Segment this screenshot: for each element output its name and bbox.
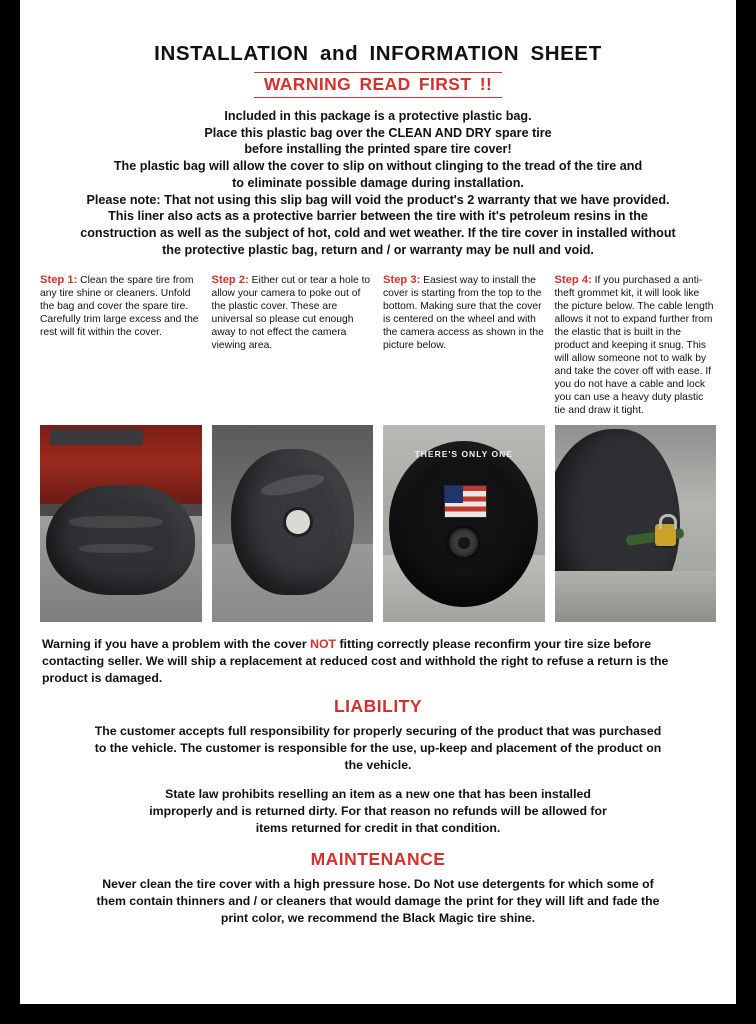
intro-line: before installing the printed spare tire cover! xyxy=(244,142,512,157)
liability-paragraph-1 xyxy=(46,723,710,774)
step-1-label: Step 1: xyxy=(40,273,78,286)
warning-text-after: fitting correctly please reconfirm your tire size before contacting seller. We will ship a replacement at reduced cost and withhold the right to refuse a return is the product is damaged. xyxy=(42,637,669,685)
step-4-label: Step 4: xyxy=(554,273,592,286)
intro-line: This liner also acts as a protective barrier between the tire with it's petroleum resins in the xyxy=(108,209,648,224)
step-3 xyxy=(383,273,545,377)
flag-canton xyxy=(445,486,463,503)
usa-flag-icon xyxy=(444,485,486,519)
photo-step-3 xyxy=(383,425,545,622)
intro-line: the protective plastic bag, return and / or warranty may be null and void. xyxy=(162,242,594,257)
step-1 xyxy=(40,273,202,377)
intro-line: Please note: That not using this slip bag will void the product's 2 warranty that we have provided. xyxy=(86,192,670,207)
step-4 xyxy=(555,273,717,418)
warning-banner-text: WARNING READ FIRST !! xyxy=(254,72,502,98)
photos-row xyxy=(40,425,716,622)
step-3-body: Easiest way to install the cover is starting from the top to the bottom. Making sure that the cover is centered on the wheel and with the camera access as shown in the picture below. xyxy=(383,274,544,352)
cover-fit-warning xyxy=(42,636,716,686)
step-2-body: Either cut or tear a hole to allow your camera to poke out of the plastic cover. These are universal so please cut enough away to not effect the camera viewing area. xyxy=(211,274,371,352)
liability-line: State law prohibits reselling an item as a new one that has been installed xyxy=(165,787,591,802)
maintenance-line: them contain thinners and / or cleaners that would damage the print for they will lift and fade the xyxy=(96,894,660,909)
plastic-bag-over-tire xyxy=(46,485,195,595)
step-1-text xyxy=(40,273,202,377)
top-spacer xyxy=(40,0,716,42)
step-3-text xyxy=(383,273,545,377)
information-sheet xyxy=(20,0,736,1004)
liability-line: to the vehicle. The customer is responsible for the use, up-keep and placement of the product on xyxy=(94,741,662,756)
liability-line: the vehicle. xyxy=(344,758,412,773)
photo-step-4 xyxy=(555,425,717,622)
liability-line: The customer accepts full responsibility for properly securing of the product that was purchased xyxy=(94,724,662,739)
warning-text-before: Warning if you have a problem with the cover xyxy=(42,637,311,652)
step-3-label: Step 3: xyxy=(383,273,421,286)
intro-block xyxy=(44,108,712,259)
padlock-icon xyxy=(655,524,676,546)
liability-line: improperly and is returned dirty. For that reason no refunds will be allowed for xyxy=(149,804,607,819)
maintenance-line: Never clean the tire cover with a high pressure hose. Do Not use detergents for which some of xyxy=(102,877,654,892)
bag-fold xyxy=(69,516,163,528)
liability-paragraph-2 xyxy=(46,786,710,837)
photo-step-1 xyxy=(40,425,202,622)
intro-line: The plastic bag will allow the cover to slip on without clinging to the tread of the tire and xyxy=(113,159,643,174)
cover-print-text: THERE'S ONLY ONE xyxy=(414,449,513,460)
warning-banner xyxy=(40,72,716,98)
ground xyxy=(555,571,717,622)
liability-line: items returned for credit in that condition. xyxy=(255,821,501,836)
camera-hole xyxy=(286,510,310,534)
liability-heading: LIABILITY xyxy=(333,696,423,717)
bag-fold xyxy=(79,544,153,554)
printed-tire-cover xyxy=(389,441,538,606)
intro-line: to eliminate possible damage during installation. xyxy=(232,175,524,190)
maintenance-paragraph xyxy=(46,876,710,927)
step-2-text xyxy=(212,273,374,377)
steps-row xyxy=(40,273,716,418)
step-2-label: Step 2: xyxy=(211,273,249,286)
maintenance-heading: MAINTENANCE xyxy=(310,849,446,870)
step-1-body: Clean the spare tire from any tire shine or cleaners. Unfold the bag and cover the spare tire. Carefully trim large excess and the rest will fit within the cover. xyxy=(40,274,199,339)
step-4-body: If you purchased a anti-theft grommet kit, it will look like the picture below. The cable length allows it not to expand further from the elastic that is built in the product and keeping it snug. This will allow someone not to walk by and take the cover off with ease. If you do not have a cable and lock you can use a heavy duty plastic tie and draw it tight. xyxy=(554,274,714,417)
truck-window xyxy=(50,429,144,445)
maintenance-line: print color, we recommend the Black Magic tire shine. xyxy=(220,910,536,925)
page-title: INSTALLATION and INFORMATION SHEET xyxy=(154,42,602,65)
intro-line: Included in this package is a protective plastic bag. xyxy=(224,109,532,123)
step-2 xyxy=(212,273,374,377)
intro-line: construction as well as the subject of hot, cold and wet weather. If the tire cover in installed without xyxy=(80,226,676,241)
step-4-text xyxy=(555,273,717,418)
photo-step-2 xyxy=(212,425,374,622)
intro-line: Place this plastic bag over the CLEAN AND DRY spare tire xyxy=(204,125,552,140)
warning-highlight: NOT xyxy=(310,637,337,652)
